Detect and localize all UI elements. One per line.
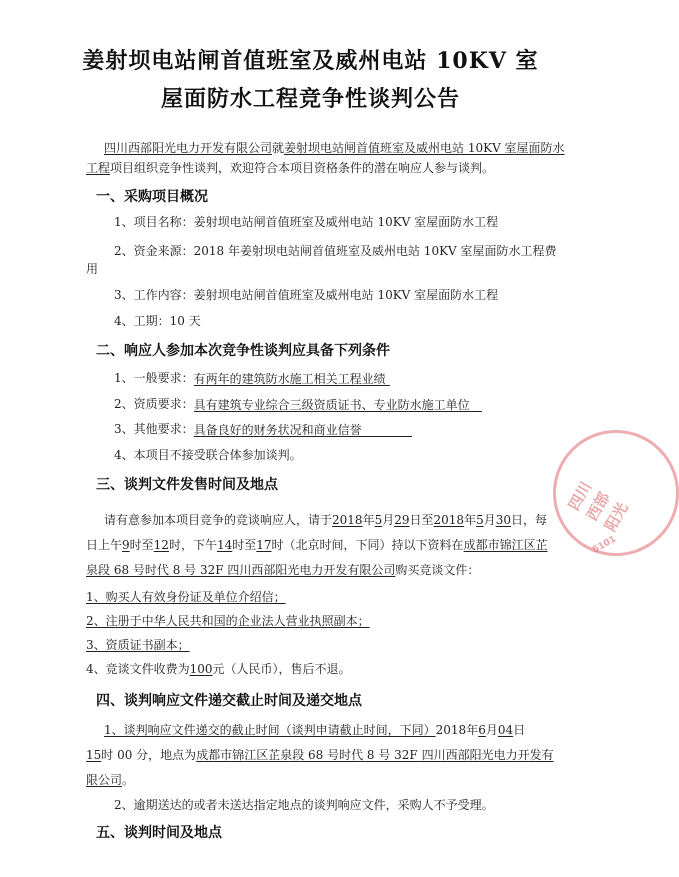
section3-text: 购买竞谈文件： — [395, 563, 480, 577]
section2-item1-value: 有两年的建筑防水施工相关工程业绩 — [194, 371, 390, 386]
section4-para-line2 — [86, 747, 556, 763]
section3-year2: 2018 — [433, 513, 465, 527]
section3-text: 元（人民币），售后不退。 — [212, 662, 351, 676]
section4-day: 04 — [497, 723, 514, 737]
section3-text: 请有意参加本项目竞争的竞谈响应人，请于 — [104, 513, 333, 527]
section3-item1-text: 1、购买人有效身份证及单位介绍信； — [86, 590, 286, 604]
section2-item3-value: 具备良好的财务状况和商业信誉 — [194, 422, 412, 437]
section4-text: 时 00 分，地点为 — [101, 748, 197, 762]
section4-para-line1 — [104, 722, 574, 738]
section3-month1: 5 — [374, 513, 383, 527]
section2-item2 — [114, 396, 584, 412]
document-title-line2: 屋面防水工程竞争性谈判公告 — [160, 86, 460, 112]
section4-hour: 15 — [86, 748, 102, 762]
document-title-line1: 姜射坝电站闸首值班室及威州电站 10KV 室 — [82, 48, 539, 74]
section3-item2-text: 2、注册于中华人民共和国的企业法人营业执照副本； — [86, 614, 370, 628]
section3-text: 日上午 — [86, 538, 123, 552]
section4-item2: 2、逾期送达的或者未送达指定地点的谈判响应文件，采购人不予受理。 — [114, 798, 494, 812]
seal-number: 5101 — [591, 534, 618, 556]
intro-project2: 工程 — [86, 161, 111, 175]
section2-heading: 二、响应人参加本次竞争性谈判应具备下列条件 — [96, 343, 390, 359]
section3-para-line3 — [86, 562, 556, 578]
section3-text: 时，下午 — [168, 538, 217, 552]
section3-hour4: 17 — [256, 538, 272, 552]
section3-item3-text: 3、资质证书副本； — [86, 638, 190, 652]
intro-line2 — [86, 160, 556, 176]
section3-day2: 30 — [495, 513, 512, 527]
section3-item3 — [86, 637, 556, 653]
section3-text: 日至 — [409, 513, 434, 527]
section1-heading: 一、采购项目概况 — [96, 189, 208, 205]
section3-text: 月 — [483, 513, 496, 527]
section3-text: 时至 — [129, 538, 154, 552]
section3-text: 日，每 — [511, 513, 548, 527]
section3-text: 时至 — [232, 538, 257, 552]
intro-line1 — [104, 140, 574, 156]
section3-hour2: 12 — [153, 538, 169, 552]
section4-month: 6 — [478, 723, 486, 737]
intro-project: 姜射坝电站闸首值班室及威州电站 10KV 室屋面防水 — [284, 141, 565, 155]
section3-text: 年 — [362, 513, 375, 527]
section4-text: 1、谈判响应文件递交的截止时间（谈判申请截止时间，下同） — [104, 723, 436, 737]
section3-para-line1 — [104, 512, 574, 528]
section3-hour1: 9 — [122, 538, 130, 552]
section4-text: 。 — [122, 773, 135, 787]
section4-heading: 四、谈判响应文件递交截止时间及递交地点 — [96, 693, 362, 709]
section1-item2a: 2、资金来源：2018 年姜射坝电站闸首值班室及威州电站 10KV 室屋面防水工程费 — [114, 244, 557, 258]
section4-text: 日 — [513, 723, 526, 737]
section3-item2 — [86, 613, 556, 629]
section3-fee: 100 — [189, 662, 213, 676]
section4-text: 月 — [485, 723, 498, 737]
section1-item2b: 用 — [86, 262, 99, 276]
section2-item4: 4、本项目不接受联合体参加谈判。 — [114, 448, 302, 462]
section3-text: 时（北京时间，下同）持以下资料在 — [271, 538, 464, 552]
section4-place2: 限公司 — [86, 773, 123, 787]
section3-day1: 29 — [394, 513, 410, 527]
section2-item3 — [114, 421, 584, 437]
intro-text2: 项目组织竞争性谈判，欢迎符合本项目资格条件的潜在响应人参与谈判。 — [110, 161, 495, 175]
section3-text: 月 — [382, 513, 395, 527]
section4-place1: 成都市锦江区芷泉段 68 号时代 8 号 32F 四川西部阳光电力开发有 — [196, 748, 554, 762]
section3-month2: 5 — [476, 513, 484, 527]
section3-item1 — [86, 589, 556, 605]
section3-heading: 三、谈判文件发售时间及地点 — [96, 477, 278, 493]
section4-year: 2018 — [435, 723, 467, 737]
section3-item4 — [86, 661, 556, 677]
section3-hour3: 14 — [216, 538, 233, 552]
section3-year1: 2018 — [332, 513, 363, 527]
section2-item1-label: 1、一般要求： — [114, 371, 194, 385]
section4-para-line3 — [86, 772, 556, 788]
section1-item3: 3、工作内容：姜射坝电站闸首值班室及威州电站 10KV 室屋面防水工程 — [114, 288, 499, 302]
section3-para-line2 — [86, 537, 556, 553]
section2-item2-value: 具有建筑专业综合三级资质证书、专业防水施工单位 — [194, 397, 482, 412]
intro-company: 四川西部阳光电力开发有限公司 — [104, 141, 273, 155]
section3-place2: 泉段 68 号时代 8 号 32F 四川西部阳光电力开发有限公司 — [86, 563, 396, 577]
section5-heading: 五、谈判时间及地点 — [96, 825, 222, 841]
section4-text: 年 — [466, 723, 479, 737]
section2-item1 — [114, 370, 584, 386]
section3-text: 年 — [464, 513, 477, 527]
intro-text1: 就 — [272, 141, 285, 155]
section2-item3-label: 3、其他要求： — [114, 422, 194, 436]
section3-text: 4、竞谈文件收费为 — [86, 662, 190, 676]
seal-text: 四川西部阳光 — [564, 478, 632, 535]
section2-item2-label: 2、资质要求： — [114, 397, 194, 411]
section1-item1: 1、项目名称：姜射坝电站闸首值班室及威州电站 10KV 室屋面防水工程 — [114, 215, 499, 229]
section1-item4: 4、工期：10 天 — [114, 314, 201, 328]
section3-place1: 成都市锦江区芷 — [463, 538, 548, 552]
